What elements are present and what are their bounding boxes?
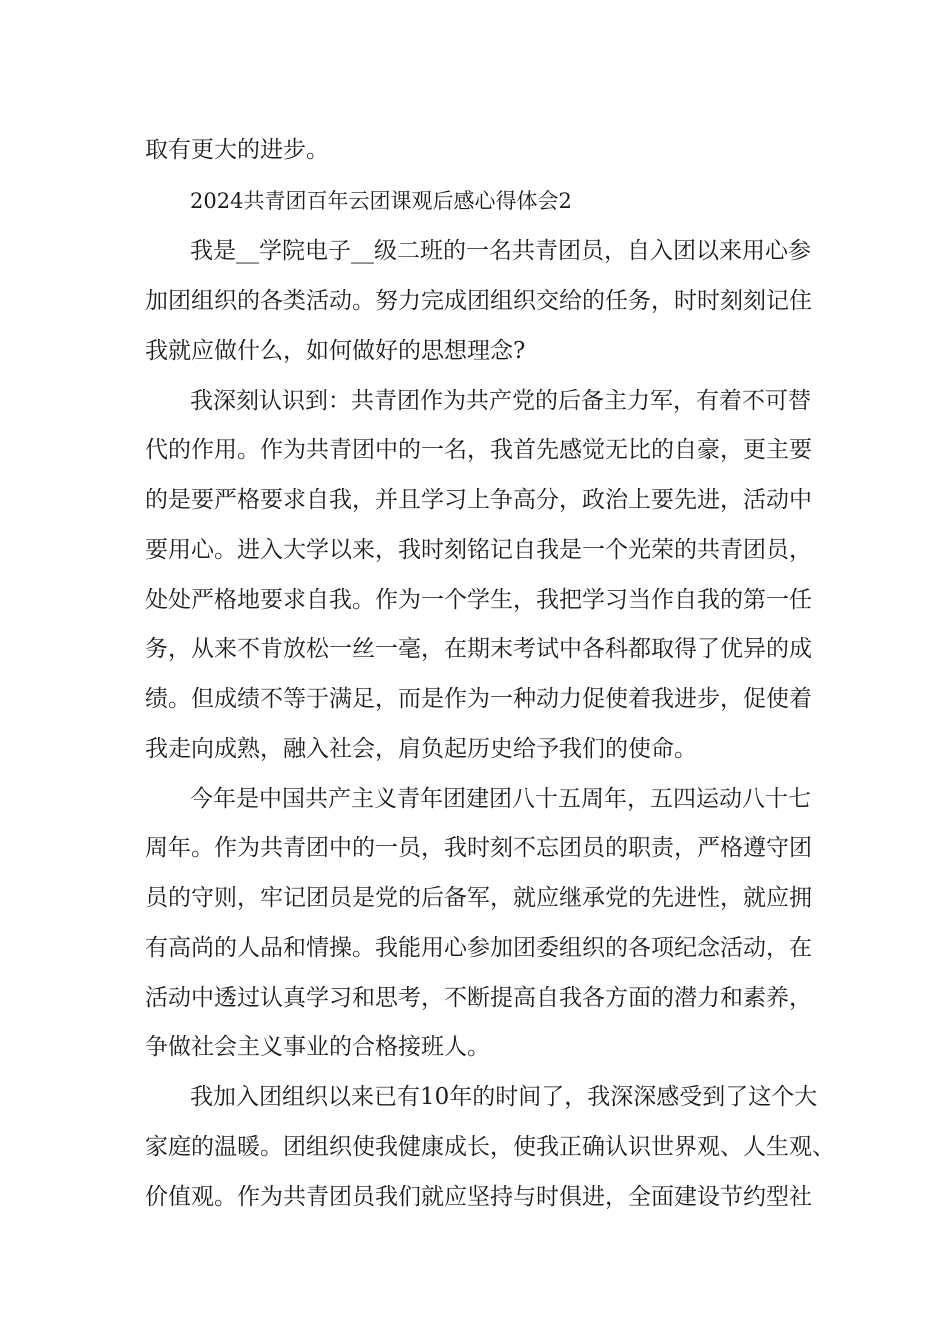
text-line: 加团组织的各类活动。努力完成团组织交给的任务，时时刻刻记住 <box>145 288 812 314</box>
text-line: 家庭的温暖。团组织使我健康成长，使我正确认识世界观、人生观、 <box>145 1134 835 1160</box>
text-line: 绩。但成绩不等于满足，而是作为一种动力促使着我进步，促使着 <box>145 686 812 712</box>
text-line: 价值观。作为共青团员我们就应坚持与时俱进，全面建设节约型社 <box>145 1184 812 1210</box>
text-line: 我加入团组织以来已有10年的时间了，我深深感受到了这个大 <box>190 1084 818 1110</box>
text-line: 的是要严格要求自我，并且学习上争高分，政治上要先进，活动中 <box>145 487 812 513</box>
section-heading: 2024共青团百年云团课观后感心得体会2 <box>190 189 572 213</box>
text-line: 我深刻认识到：共青团作为共产党的后备主力军，有着不可替 <box>190 388 811 414</box>
text-line: 代的作用。作为共青团中的一名，我首先感觉无比的自豪，更主要 <box>145 437 812 463</box>
text-line: 我就应做什么，如何做好的思想理念? <box>145 338 526 364</box>
text-line: 取有更大的进步。 <box>145 137 329 163</box>
text-line: 争做社会主义事业的合格接班人。 <box>145 1034 490 1060</box>
text-line: 我是__学院电子__级二班的一名共青团员，自入团以来用心参 <box>190 238 811 264</box>
text-line: 处处严格地要求自我。作为一个学生，我把学习当作自我的第一任 <box>145 587 812 613</box>
text-line: 务，从来不肯放松一丝一毫，在期末考试中各科都取得了优异的成 <box>145 636 812 662</box>
text-line: 活动中透过认真学习和思考，不断提高自我各方面的潜力和素养， <box>145 985 812 1011</box>
text-line: 要用心。进入大学以来，我时刻铭记自我是一个光荣的共青团员， <box>145 537 812 563</box>
text-line: 周年。作为共青团中的一员，我时刻不忘团员的职责，严格遵守团 <box>145 835 812 861</box>
text-line: 今年是中国共产主义青年团建团八十五周年，五四运动八十七 <box>190 786 811 812</box>
text-line: 员的守则，牢记团员是党的后备军，就应继承党的先进性，就应拥 <box>145 885 812 911</box>
text-line: 有高尚的人品和情操。我能用心参加团委组织的各项纪念活动，在 <box>145 935 812 961</box>
text-line: 我走向成熟，融入社会，肩负起历史给予我们的使命。 <box>145 736 697 762</box>
